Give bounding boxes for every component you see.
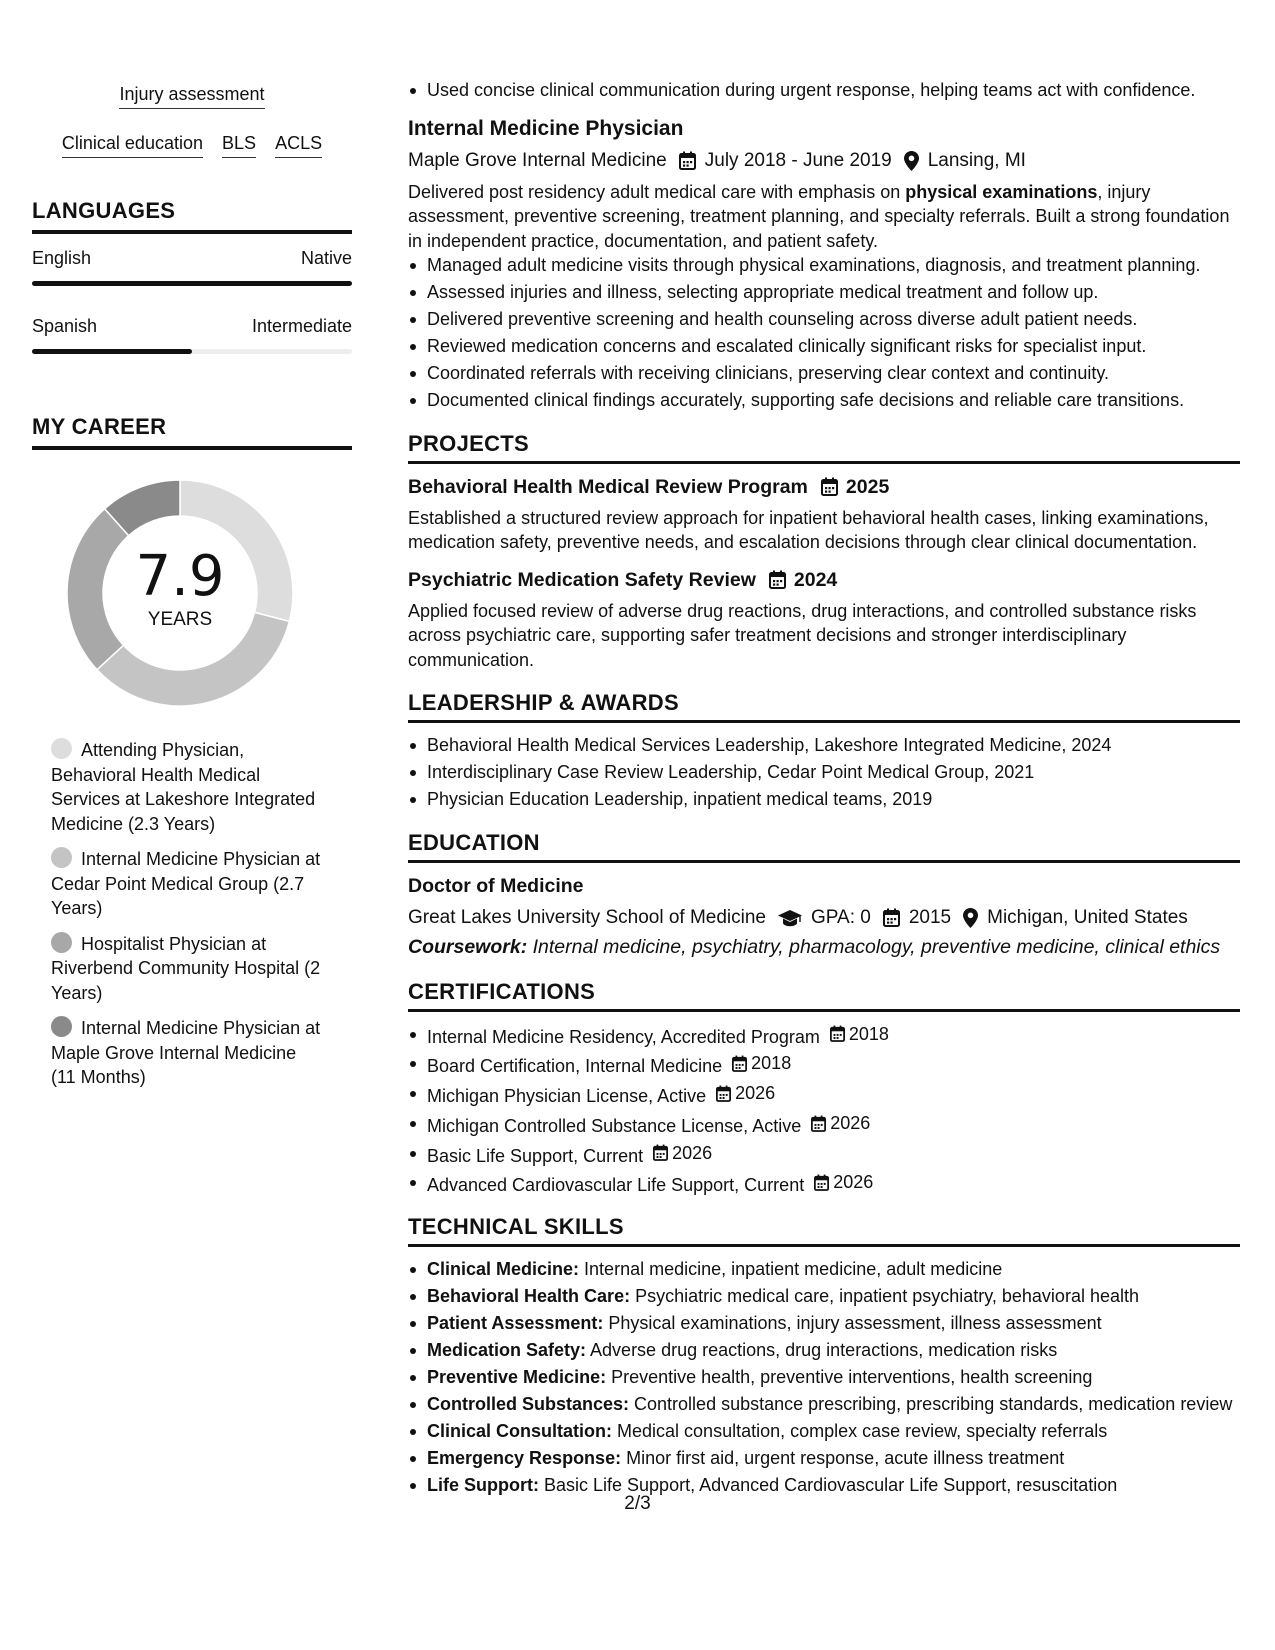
- career-legend-label: Internal Medicine Physician at Cedar Point Medical Group (2.7 Years): [51, 849, 321, 918]
- list-item: Used concise clinical communication during urgent response, helping teams act with confidence.: [408, 78, 1240, 103]
- skill-item: [408, 1338, 1240, 1363]
- certification-item: [408, 1111, 1240, 1138]
- education-year: 2015: [908, 906, 952, 928]
- page-number: 2/3: [624, 1493, 651, 1514]
- job-summary-emphasis: physical examinations: [905, 181, 1098, 202]
- calendar-icon: [653, 1144, 668, 1161]
- certification-item: [408, 1081, 1240, 1108]
- certification-year: 2026: [833, 1172, 874, 1193]
- language-level: Intermediate: [251, 316, 352, 336]
- calendar-icon: [811, 1115, 826, 1132]
- leadership-list: [408, 733, 1240, 812]
- skill-item: [408, 1392, 1240, 1417]
- career-legend-label: Attending Physician, Behavioral Health Medical Services at Lakeshore Integrated Medicine (2.3 Years): [51, 740, 316, 834]
- career-legend-label: Hospitalist Physician at Riverbend Community Hospital (2 Years): [51, 933, 321, 1003]
- skill-tags: [32, 82, 352, 158]
- skill-category: Preventive Medicine:: [427, 1366, 607, 1387]
- skill-tag: Injury assessment: [119, 82, 264, 109]
- coursework-text: Internal medicine, psychiatry, pharmacology, preventive medicine, clinical ethics: [527, 935, 1221, 958]
- project-name: Psychiatric Medication Safety Review: [408, 568, 756, 591]
- skills-title: TECHNICAL SKILLS: [408, 1214, 1240, 1247]
- career-total-unit: YEARS: [147, 609, 213, 630]
- job-summary-text: Delivered post residency adult medical care with emphasis on: [408, 181, 906, 202]
- career-legend-item: [51, 847, 321, 921]
- education-location: Michigan, United States: [987, 906, 1188, 928]
- career-legend-item: [51, 932, 321, 1006]
- projects-title: PROJECTS: [408, 431, 1240, 464]
- skill-values: Controlled substance prescribing, prescribing standards, medication review: [629, 1393, 1233, 1414]
- certification-year: 2026: [830, 1112, 871, 1133]
- project-heading: [408, 474, 1240, 500]
- list-item: Reviewed medication concerns and escalated clinically significant risks for specialist input.: [408, 334, 1240, 359]
- certification-date: [830, 1022, 889, 1047]
- languages-section: [32, 198, 352, 354]
- skill-values: Internal medicine, inpatient medicine, adult medicine: [579, 1258, 1003, 1279]
- education-title: EDUCATION: [408, 830, 1240, 863]
- legend-dot-icon: [51, 847, 72, 868]
- education-coursework: [408, 935, 1240, 959]
- sidebar: [32, 82, 352, 1101]
- tag-row: [32, 82, 352, 109]
- main-content: [408, 78, 1240, 1500]
- skill-tag: BLS: [222, 131, 256, 158]
- skill-category: Controlled Substances:: [427, 1393, 630, 1414]
- education-gpa: GPA: 0: [811, 906, 871, 928]
- skill-category: Patient Assessment:: [427, 1312, 604, 1333]
- language-level: Native: [300, 248, 352, 268]
- location-pin-icon: [963, 908, 978, 928]
- job-dates: July 2018 - June 2019: [704, 149, 892, 171]
- previous-job-bullets: [408, 78, 1240, 103]
- certification-year: 2026: [735, 1083, 776, 1103]
- job-company: Maple Grove Internal Medicine: [408, 149, 667, 171]
- skill-item: [408, 1446, 1240, 1471]
- career-section: [32, 414, 352, 1090]
- calendar-icon: [830, 1025, 845, 1042]
- donut-center: [67, 546, 293, 632]
- education-meta: [408, 905, 1240, 931]
- project-description: Applied focused review of adverse drug reactions, drug interactions, and controlled substance risks across psychiatric care, supporting safer treatment decisions and stronger interdisciplinary communication.: [408, 600, 1197, 670]
- career-donut-chart: [32, 480, 352, 720]
- list-item: Interdisciplinary Case Review Leadership, Cedar Point Medical Group, 2021: [408, 760, 1240, 785]
- skill-item: [408, 1419, 1240, 1444]
- job-bullets: [408, 253, 1240, 413]
- certification-item: [408, 1141, 1240, 1168]
- leadership-title: LEADERSHIP & AWARDS: [408, 690, 1240, 723]
- career-legend-label: Internal Medicine Physician at Maple Grove Internal Medicine (11 Months): [51, 1018, 321, 1087]
- skill-category: Clinical Consultation:: [427, 1420, 613, 1441]
- list-item: Behavioral Health Medical Services Leadership, Lakeshore Integrated Medicine, 2024: [408, 733, 1240, 758]
- skill-item: [408, 1365, 1240, 1390]
- certification-item: [408, 1051, 1240, 1078]
- certification-year: 2026: [672, 1142, 713, 1163]
- language-row: [32, 248, 352, 269]
- coursework-label: Coursework:: [408, 935, 528, 958]
- certification-name: Internal Medicine Residency, Accredited Program: [427, 1026, 820, 1047]
- education-degree: Doctor of Medicine: [408, 874, 584, 897]
- job-summary: [408, 180, 1240, 254]
- project-heading: [408, 567, 1240, 593]
- career-legend: [32, 738, 321, 1090]
- skill-category: Life Support:: [427, 1474, 539, 1495]
- location-pin-icon: [904, 151, 919, 171]
- skill-category: Clinical Medicine:: [427, 1258, 580, 1279]
- language-name: English: [32, 248, 92, 268]
- language-proficiency-bar: [32, 349, 352, 354]
- language-name: Spanish: [32, 316, 98, 336]
- skills-list: [408, 1257, 1240, 1498]
- skill-item: [408, 1284, 1240, 1309]
- certification-name: Basic Life Support, Current: [427, 1145, 644, 1166]
- skill-category: Behavioral Health Care:: [427, 1285, 631, 1306]
- calendar-icon: [716, 1085, 731, 1102]
- skill-values: Minor first aid, urgent response, acute illness treatment: [621, 1447, 1065, 1468]
- certification-year: 2018: [751, 1053, 792, 1074]
- certification-item: [408, 1022, 1240, 1049]
- certification-date: [716, 1081, 775, 1106]
- skill-category: Medication Safety:: [427, 1339, 587, 1360]
- calendar-icon: [821, 477, 838, 496]
- skill-item: [408, 1311, 1240, 1336]
- legend-dot-icon: [51, 932, 72, 953]
- list-item: Assessed injuries and illness, selecting appropriate medical treatment and follow up.: [408, 280, 1240, 305]
- project-year: 2024: [793, 568, 838, 591]
- skill-values: Basic Life Support, Advanced Cardiovascular Life Support, resuscitation: [538, 1474, 1118, 1495]
- calendar-icon: [883, 908, 900, 927]
- skill-values: Preventive health, preventive interventions, health screening: [606, 1366, 1093, 1387]
- list-item: Managed adult medicine visits through physical examinations, diagnosis, and treatment planning.: [408, 253, 1240, 278]
- job-meta: [408, 148, 1240, 174]
- language-proficiency-fill: [32, 281, 352, 286]
- language-proficiency-bar: [32, 281, 352, 286]
- language-proficiency-fill: [32, 349, 192, 354]
- legend-dot-icon: [51, 1016, 72, 1037]
- project-description: Established a structured review approach for inpatient behavioral health cases, linking examinations, medication safety, preventive needs, and escalation decisions through clear clinical documentation.: [408, 507, 1209, 552]
- job-summary-text: , injury assessment, preventive screening, treatment planning, and specialty referrals. Built a strong foundation in independent practice, documentation, and patient safety.: [408, 181, 1230, 251]
- career-legend-item: [51, 738, 321, 836]
- job-title: Internal Medicine Physician: [408, 116, 684, 140]
- list-item: Documented clinical findings accurately, supporting safe decisions and reliable care transitions.: [408, 388, 1240, 413]
- skill-tag: Clinical education: [62, 131, 203, 158]
- skill-values: Physical examinations, injury assessment, illness assessment: [603, 1312, 1102, 1333]
- tag-row: [32, 131, 352, 158]
- certification-item: [408, 1170, 1240, 1197]
- skill-category: Emergency Response:: [427, 1447, 622, 1468]
- certification-date: [653, 1141, 712, 1166]
- skill-values: Adverse drug reactions, drug interactions, medication risks: [586, 1339, 1058, 1360]
- certification-name: Michigan Controlled Substance License, Active: [427, 1115, 802, 1136]
- list-item: Delivered preventive screening and health counseling across diverse adult patient needs.: [408, 307, 1240, 332]
- project-item: [408, 474, 1240, 555]
- career-total-years: 7.9: [135, 544, 225, 609]
- certification-date: [814, 1170, 873, 1195]
- calendar-icon: [679, 151, 696, 170]
- certification-name: Michigan Physician License, Active: [427, 1085, 707, 1106]
- skill-item: [408, 1257, 1240, 1282]
- certification-name: Board Certification, Internal Medicine: [427, 1056, 723, 1076]
- calendar-icon: [732, 1055, 747, 1072]
- language-row: [32, 316, 352, 337]
- languages-title: LANGUAGES: [32, 198, 352, 234]
- career-title: MY CAREER: [32, 414, 352, 450]
- certification-name: Advanced Cardiovascular Life Support, Current: [427, 1175, 805, 1195]
- skill-tag: ACLS: [275, 131, 322, 158]
- legend-dot-icon: [51, 738, 72, 759]
- list-item: Coordinated referrals with receiving clinicians, preserving clear context and continuity.: [408, 361, 1240, 386]
- certification-date: [811, 1111, 870, 1136]
- skill-values: Psychiatric medical care, inpatient psychiatry, behavioral health: [630, 1285, 1139, 1306]
- project-name: Behavioral Health Medical Review Program: [408, 475, 808, 498]
- graduation-cap-icon: [778, 909, 802, 927]
- project-item: [408, 567, 1240, 673]
- certification-date: [732, 1051, 791, 1076]
- certification-year: 2018: [848, 1023, 889, 1044]
- calendar-icon: [769, 570, 786, 589]
- skill-values: Medical consultation, complex case review, specialty referrals: [612, 1420, 1108, 1441]
- job-location: Lansing, MI: [927, 149, 1026, 171]
- list-item: Physician Education Leadership, inpatient medical teams, 2019: [408, 787, 1240, 812]
- certifications-list: [408, 1022, 1240, 1198]
- career-legend-item: [51, 1016, 321, 1090]
- calendar-icon: [814, 1174, 829, 1191]
- certifications-title: CERTIFICATIONS: [408, 979, 1240, 1012]
- project-year: 2025: [845, 475, 890, 498]
- education-school: Great Lakes University School of Medicine: [408, 906, 766, 928]
